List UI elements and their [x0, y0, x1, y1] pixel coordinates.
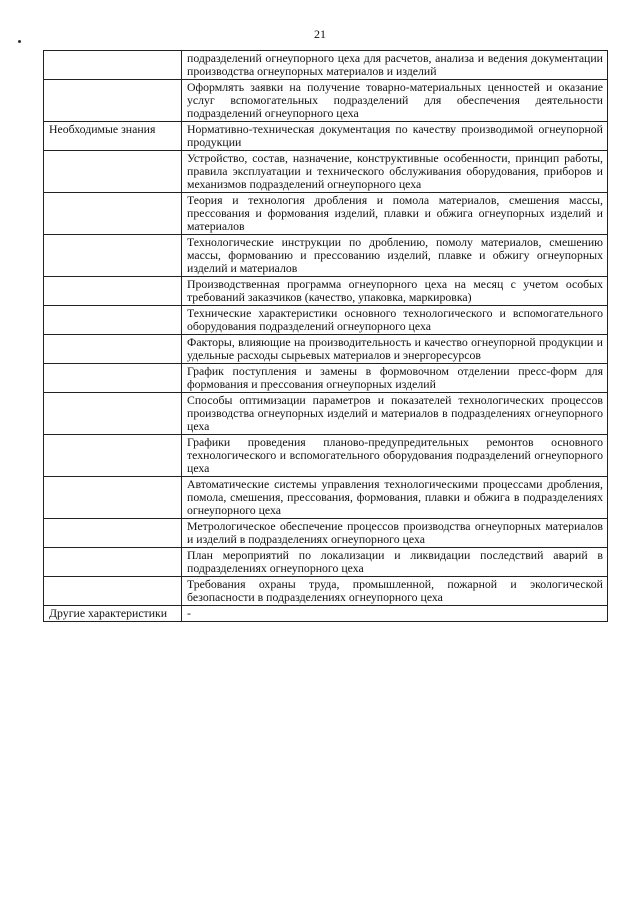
- knowledge-item: Производственная программа огнеупорного цеха на месяц с учетом особых требований заказчиков (качество, упаковка, маркировка): [182, 277, 608, 306]
- knowledge-item: Автоматические системы управления технологическими процессами дробления, помола, смешения, прессования, формования, плавки и обжига в подразделениях огнеупорного цеха: [182, 477, 608, 519]
- continued-item: Оформлять заявки на получение товарно-материальных ценностей и оказание услуг вспомогательных подразделений для обеспечения деятельности подразделений огнеупорного цеха: [182, 80, 608, 122]
- knowledge-item: Факторы, влияющие на производительность и качество огнеупорной продукции и удельные расходы сырьевых материалов и энергоресурсов: [182, 335, 608, 364]
- scan-dot: [18, 40, 21, 43]
- continued-label-cell: [44, 51, 182, 80]
- page-number: 21: [314, 27, 326, 41]
- table-row: [44, 393, 608, 435]
- continued-label-cell: [44, 80, 182, 122]
- other-value: -: [182, 606, 608, 622]
- knowledge-item: Нормативно-техническая документация по качеству производимой огнеупорной продукции: [182, 122, 608, 151]
- table-row: [44, 548, 608, 577]
- table-row: [44, 519, 608, 548]
- other-label: Другие характеристики: [44, 606, 182, 622]
- knowledge-item: Графики проведения планово-предупредительных ремонтов основного технологического и вспомогательного оборудования подразделений огнеупорного цеха: [182, 435, 608, 477]
- knowledge-label-cell: [44, 393, 182, 435]
- table-row: [44, 335, 608, 364]
- knowledge-label-cell: [44, 435, 182, 477]
- knowledge-item: Технологические инструкции по дроблению, помолу материалов, смешению массы, формованию и прессованию изделий, плавке и обжигу огнеупорных изделий и материалов: [182, 235, 608, 277]
- table-row: [44, 277, 608, 306]
- table-row: [44, 477, 608, 519]
- continued-item: подразделений огнеупорного цеха для расчетов, анализа и ведения документации производства огнеупорных материалов и изделий: [182, 51, 608, 80]
- knowledge-item: Требования охраны труда, промышленной, пожарной и экологической безопасности в подразделениях огнеупорного цеха: [182, 577, 608, 606]
- knowledge-item: Технические характеристики основного технологического и вспомогательного оборудования подразделений огнеупорного цеха: [182, 306, 608, 335]
- table-row: [44, 606, 608, 622]
- knowledge-item: Метрологическое обеспечение процессов производства огнеупорных материалов и изделий в подразделениях огнеупорного цеха: [182, 519, 608, 548]
- characteristics-table: [43, 50, 608, 622]
- knowledge-label: Необходимые знания: [44, 122, 182, 151]
- table-row: [44, 435, 608, 477]
- knowledge-item: Теория и технология дробления и помола материалов, смешения массы, прессования и формования изделий, плавки и обжига огнеупорных изделий и материалов: [182, 193, 608, 235]
- table-row: [44, 577, 608, 606]
- table-row: [44, 306, 608, 335]
- table-row: [44, 151, 608, 193]
- table-row: [44, 51, 608, 80]
- knowledge-label-cell: [44, 477, 182, 519]
- knowledge-label-cell: [44, 277, 182, 306]
- knowledge-label-cell: [44, 306, 182, 335]
- table-row: [44, 80, 608, 122]
- table-body: [44, 51, 608, 622]
- knowledge-label-cell: [44, 548, 182, 577]
- table-row: [44, 122, 608, 151]
- knowledge-label-cell: [44, 577, 182, 606]
- table-row: [44, 193, 608, 235]
- knowledge-item: План мероприятий по локализации и ликвидации последствий аварий в подразделениях огнеупорного цеха: [182, 548, 608, 577]
- knowledge-label-cell: [44, 519, 182, 548]
- knowledge-label-cell: [44, 193, 182, 235]
- knowledge-label-cell: [44, 235, 182, 277]
- knowledge-item: Устройство, состав, назначение, конструктивные особенности, принцип работы, правила эксплуатации и технического обслуживания оборудования, приборов и механизмов подразделений огнеупорного цеха: [182, 151, 608, 193]
- knowledge-label-cell: [44, 335, 182, 364]
- knowledge-item: График поступления и замены в формовочном отделении пресс-форм для формования и прессования огнеупорных изделий: [182, 364, 608, 393]
- knowledge-label-cell: [44, 364, 182, 393]
- knowledge-label-cell: [44, 151, 182, 193]
- knowledge-item: Способы оптимизации параметров и показателей технологических процессов производства огнеупорных изделий и материалов в подразделениях огнеупорного цеха: [182, 393, 608, 435]
- table-row: [44, 235, 608, 277]
- table-row: [44, 364, 608, 393]
